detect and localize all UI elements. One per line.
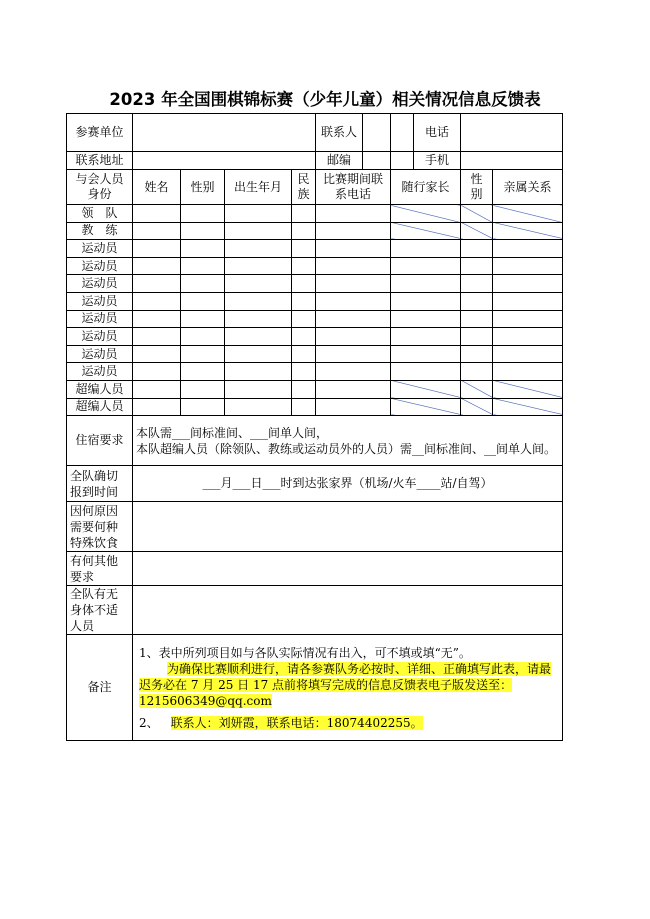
ethnicity-cell[interactable] bbox=[292, 240, 316, 258]
member-row bbox=[67, 363, 563, 381]
member-role-label: 运动员 bbox=[67, 275, 133, 293]
ethnicity-cell[interactable] bbox=[292, 363, 316, 381]
parent-gender-cell[interactable] bbox=[461, 345, 493, 363]
contact-cell[interactable] bbox=[316, 222, 391, 240]
member-role-label: 运动员 bbox=[67, 363, 133, 381]
relation-cell[interactable] bbox=[493, 275, 563, 293]
postcode-cell bbox=[316, 152, 391, 170]
note-item-2-text: 联系人：刘妍霞，联系电话：18074402255。 bbox=[170, 715, 423, 730]
col-parent-gender: 性别 bbox=[461, 170, 493, 205]
name-cell[interactable] bbox=[133, 240, 181, 258]
gender-cell[interactable] bbox=[181, 328, 225, 346]
member-row bbox=[67, 257, 563, 275]
relation-cell[interactable] bbox=[493, 205, 563, 223]
member-role-label: 运动员 bbox=[67, 345, 133, 363]
relation-cell[interactable] bbox=[493, 310, 563, 328]
other-row bbox=[67, 552, 563, 586]
header-row-address bbox=[67, 152, 563, 170]
ethnicity-cell[interactable] bbox=[292, 328, 316, 346]
arrival-text[interactable]: ___月___日___时到达张家界（机场/火车____站/自驾） bbox=[133, 466, 563, 502]
member-row bbox=[67, 310, 563, 328]
name-cell[interactable] bbox=[133, 275, 181, 293]
name-cell[interactable] bbox=[133, 363, 181, 381]
note-item-1b bbox=[139, 661, 556, 709]
birth-cell[interactable] bbox=[225, 310, 292, 328]
relation-cell[interactable] bbox=[493, 398, 563, 416]
birth-cell[interactable] bbox=[225, 275, 292, 293]
contact-cell[interactable] bbox=[316, 257, 391, 275]
note-item-1: 1、表中所列项目如与各队实际情况有出入，可不填或填“无”。 bbox=[139, 645, 471, 660]
parent-cell[interactable] bbox=[391, 310, 461, 328]
col-parent: 随行家长 bbox=[391, 170, 461, 205]
gender-cell[interactable] bbox=[181, 398, 225, 416]
notes-label: 备注 bbox=[67, 635, 133, 741]
col-name: 姓名 bbox=[133, 170, 181, 205]
phone-field[interactable] bbox=[461, 114, 563, 152]
gender-cell[interactable] bbox=[181, 222, 225, 240]
contact-cell[interactable] bbox=[316, 380, 391, 398]
relation-cell[interactable] bbox=[493, 380, 563, 398]
postcode-field[interactable] bbox=[363, 152, 391, 169]
name-cell[interactable] bbox=[133, 257, 181, 275]
ethnicity-cell[interactable] bbox=[292, 380, 316, 398]
parent-gender-cell[interactable] bbox=[461, 363, 493, 381]
relation-cell[interactable] bbox=[493, 328, 563, 346]
gender-cell[interactable] bbox=[181, 257, 225, 275]
parent-cell[interactable] bbox=[391, 205, 461, 223]
relation-cell[interactable] bbox=[493, 257, 563, 275]
contact-cell[interactable] bbox=[316, 205, 391, 223]
member-row bbox=[67, 328, 563, 346]
parent-cell[interactable] bbox=[391, 292, 461, 310]
arrival-row bbox=[67, 466, 563, 502]
diet-row bbox=[67, 502, 563, 552]
parent-cell[interactable] bbox=[391, 275, 461, 293]
ethnicity-cell[interactable] bbox=[292, 205, 316, 223]
parent-cell[interactable] bbox=[391, 222, 461, 240]
relation-cell[interactable] bbox=[493, 345, 563, 363]
member-row bbox=[67, 380, 563, 398]
phone-label: 电话 bbox=[424, 125, 449, 139]
ethnicity-cell[interactable] bbox=[292, 345, 316, 363]
name-cell[interactable] bbox=[133, 292, 181, 310]
column-header-row bbox=[67, 170, 563, 205]
parent-cell[interactable] bbox=[391, 398, 461, 416]
col-contact: 比赛期间联系电话 bbox=[316, 170, 391, 205]
gender-cell[interactable] bbox=[181, 205, 225, 223]
member-role-label: 领 队 bbox=[67, 205, 133, 223]
accommodation-text[interactable] bbox=[133, 416, 563, 466]
member-rows bbox=[67, 205, 563, 416]
contact-cell[interactable] bbox=[316, 345, 391, 363]
ethnicity-cell[interactable] bbox=[292, 310, 316, 328]
note-item-2-prefix: 2、 bbox=[139, 715, 159, 730]
gender-cell[interactable] bbox=[181, 380, 225, 398]
birth-cell[interactable] bbox=[225, 398, 292, 416]
ethnicity-cell[interactable] bbox=[292, 222, 316, 240]
ethnicity-cell[interactable] bbox=[292, 292, 316, 310]
member-role-label: 运动员 bbox=[67, 328, 133, 346]
diet-field[interactable] bbox=[133, 502, 563, 552]
parent-gender-cell[interactable] bbox=[461, 275, 493, 293]
mobile-field[interactable] bbox=[461, 152, 563, 170]
parent-gender-cell[interactable] bbox=[461, 205, 493, 223]
member-row bbox=[67, 292, 563, 310]
gender-cell[interactable] bbox=[181, 310, 225, 328]
form-title: 2023 年全国围棋锦标赛（少年儿童）相关情况信息反馈表 bbox=[109, 90, 541, 109]
unit-field[interactable] bbox=[133, 114, 316, 152]
name-cell[interactable] bbox=[133, 328, 181, 346]
address-label: 联系地址 bbox=[67, 152, 133, 170]
mobile-label: 手机 bbox=[424, 153, 449, 167]
contact-person-label bbox=[316, 114, 391, 152]
parent-gender-cell[interactable] bbox=[461, 240, 493, 258]
accommodation-line-1: 本队需___间标准间、___间单人间， bbox=[136, 425, 329, 440]
feedback-form-table bbox=[66, 113, 563, 741]
member-role-label: 超编人员 bbox=[67, 398, 133, 416]
note-item-1b-text: 为确保比赛顺利进行，请各参赛队务必按时、详细、正确填写此表，请最迟务必在 7 月 25 日 17 点前将填写完成的信息反馈表电子版发送至：1215606349@qq.com bbox=[139, 661, 552, 708]
contact-cell[interactable] bbox=[316, 363, 391, 381]
name-cell[interactable] bbox=[133, 222, 181, 240]
birth-cell[interactable] bbox=[225, 222, 292, 240]
contact-person-extra-field[interactable] bbox=[391, 114, 414, 151]
parent-gender-cell[interactable] bbox=[461, 380, 493, 398]
parent-gender-cell[interactable] bbox=[461, 398, 493, 416]
contact-cell[interactable] bbox=[316, 292, 391, 310]
parent-cell[interactable] bbox=[391, 257, 461, 275]
member-row bbox=[67, 398, 563, 416]
member-role-label: 教 练 bbox=[67, 222, 133, 240]
ethnicity-cell[interactable] bbox=[292, 275, 316, 293]
postcode-label: 邮编 bbox=[316, 152, 363, 169]
member-role-label: 运动员 bbox=[67, 240, 133, 258]
phone-label-cell bbox=[391, 114, 461, 152]
col-ethnicity: 民族 bbox=[292, 170, 316, 205]
member-role-label: 运动员 bbox=[67, 292, 133, 310]
parent-cell[interactable] bbox=[391, 380, 461, 398]
arrival-label: 全队确切报到时间 bbox=[67, 466, 133, 502]
notes-content bbox=[133, 635, 563, 741]
accommodation-line-2: 本队超编人员（除领队、教练或运动员外的人员）需__间标准间、__间单人间。 bbox=[136, 441, 557, 456]
contact-person-field[interactable] bbox=[363, 114, 391, 151]
name-cell[interactable] bbox=[133, 398, 181, 416]
address-field[interactable] bbox=[133, 152, 316, 170]
member-role-label: 运动员 bbox=[67, 257, 133, 275]
header-row-unit bbox=[67, 114, 563, 152]
unwell-label: 全队有无身体不适人员 bbox=[67, 586, 133, 635]
gender-cell[interactable] bbox=[181, 345, 225, 363]
member-row bbox=[67, 240, 563, 258]
parent-cell[interactable] bbox=[391, 328, 461, 346]
birth-cell[interactable] bbox=[225, 345, 292, 363]
relation-cell[interactable] bbox=[493, 363, 563, 381]
member-role-label: 运动员 bbox=[67, 310, 133, 328]
member-row bbox=[67, 345, 563, 363]
parent-gender-cell[interactable] bbox=[461, 328, 493, 346]
postcode-extra-field[interactable] bbox=[391, 152, 414, 169]
name-cell[interactable] bbox=[133, 205, 181, 223]
relation-cell[interactable] bbox=[493, 292, 563, 310]
contact-cell[interactable] bbox=[316, 275, 391, 293]
member-row bbox=[67, 222, 563, 240]
mobile-cell bbox=[391, 152, 461, 170]
parent-gender-cell[interactable] bbox=[461, 222, 493, 240]
contact-cell[interactable] bbox=[316, 398, 391, 416]
birth-cell[interactable] bbox=[225, 380, 292, 398]
contact-cell[interactable] bbox=[316, 310, 391, 328]
col-gender: 性别 bbox=[181, 170, 225, 205]
member-row bbox=[67, 205, 563, 223]
diet-label: 因何原因需要何种特殊饮食 bbox=[67, 502, 133, 552]
parent-cell[interactable] bbox=[391, 363, 461, 381]
name-cell[interactable] bbox=[133, 345, 181, 363]
gender-cell[interactable] bbox=[181, 240, 225, 258]
birth-cell[interactable] bbox=[225, 328, 292, 346]
parent-gender-cell[interactable] bbox=[461, 257, 493, 275]
unwell-field[interactable] bbox=[133, 586, 563, 635]
accommodation-label: 住宿要求 bbox=[67, 416, 133, 466]
parent-gender-cell[interactable] bbox=[461, 292, 493, 310]
member-role-label: 超编人员 bbox=[67, 380, 133, 398]
name-cell[interactable] bbox=[133, 380, 181, 398]
birth-cell[interactable] bbox=[225, 240, 292, 258]
unwell-row bbox=[67, 586, 563, 635]
notes-row bbox=[67, 635, 563, 741]
birth-cell[interactable] bbox=[225, 205, 292, 223]
accommodation-row bbox=[67, 416, 563, 466]
col-birth: 出生年月 bbox=[225, 170, 292, 205]
gender-cell[interactable] bbox=[181, 363, 225, 381]
contact-cell[interactable] bbox=[316, 240, 391, 258]
gender-cell[interactable] bbox=[181, 292, 225, 310]
birth-cell[interactable] bbox=[225, 257, 292, 275]
name-cell[interactable] bbox=[133, 310, 181, 328]
contact-cell[interactable] bbox=[316, 328, 391, 346]
birth-cell[interactable] bbox=[225, 292, 292, 310]
other-field[interactable] bbox=[133, 552, 563, 586]
member-row bbox=[67, 275, 563, 293]
col-relation: 亲属关系 bbox=[493, 170, 563, 205]
relation-cell[interactable] bbox=[493, 222, 563, 240]
ethnicity-cell[interactable] bbox=[292, 398, 316, 416]
parent-gender-cell[interactable] bbox=[461, 310, 493, 328]
contact-person-text: 联系人 bbox=[316, 114, 363, 151]
parent-cell[interactable] bbox=[391, 240, 461, 258]
gender-cell[interactable] bbox=[181, 275, 225, 293]
col-role: 与会人员身份 bbox=[67, 170, 133, 205]
ethnicity-cell[interactable] bbox=[292, 257, 316, 275]
note-item-2 bbox=[139, 715, 556, 731]
unit-label: 参赛单位 bbox=[67, 114, 133, 152]
parent-cell[interactable] bbox=[391, 345, 461, 363]
other-label: 有何其他要求 bbox=[67, 552, 133, 586]
relation-cell[interactable] bbox=[493, 240, 563, 258]
birth-cell[interactable] bbox=[225, 363, 292, 381]
